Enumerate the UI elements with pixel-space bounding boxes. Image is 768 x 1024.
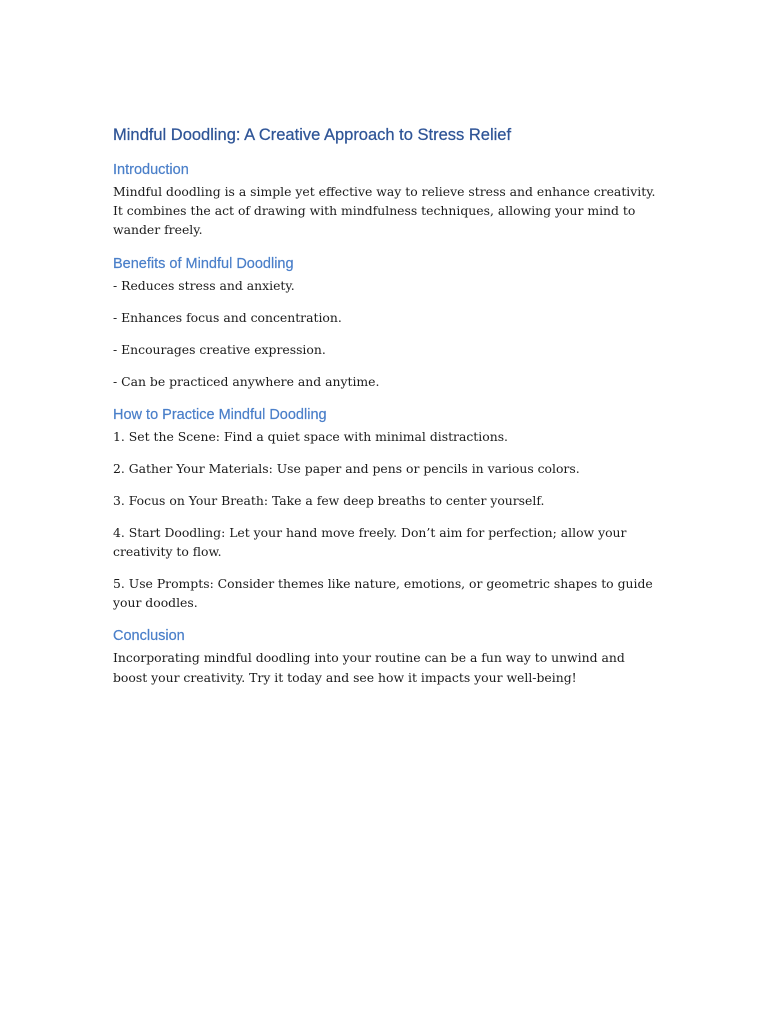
- conclusion-text: Incorporating mindful doodling into your routine can be a fun way to unwind and boost your creativity. Try it today and see how it impacts your well-being!: [113, 650, 625, 685]
- step-item: 3. Focus on Your Breath: Take a few deep breaths to center yourself.: [113, 492, 545, 508]
- benefit-item: - Can be practiced anywhere and anytime.: [113, 373, 380, 389]
- benefits-section: [113, 254, 658, 391]
- step-item: 4. Start Doodling: Let your hand move freely. Don’t aim for perfection; allow your creativity to flow.: [113, 524, 627, 560]
- how-to-heading: How to Practice Mindful Doodling: [113, 406, 327, 423]
- conclusion-heading: Conclusion: [113, 628, 185, 645]
- steps-list: [113, 427, 658, 613]
- benefits-heading: Benefits of Mindful Doodling: [113, 255, 294, 272]
- benefit-item: - Enhances focus and concentration.: [113, 309, 342, 325]
- document-page: [113, 124, 658, 699]
- introduction-heading: Introduction: [113, 162, 189, 178]
- step-item: 1. Set the Scene: Find a quiet space with minimal distractions.: [113, 428, 508, 444]
- how-to-section: [113, 405, 658, 613]
- benefits-list: [113, 276, 658, 391]
- conclusion-section: [113, 626, 658, 686]
- benefit-item: - Encourages creative expression.: [113, 341, 326, 357]
- document-title: Mindful Doodling: A Creative Approach to Stress Relief: [113, 126, 512, 144]
- benefit-item: - Reduces stress and anxiety.: [113, 277, 295, 293]
- introduction-text: Mindful doodling is a simple yet effective way to relieve stress and enhance creativity. It combines the act of drawing with mindfulness techniques, allowing your mind to wander freely.: [113, 184, 656, 238]
- step-item: 5. Use Prompts: Consider themes like nature, emotions, or geometric shapes to guide your doodles.: [113, 576, 653, 611]
- step-item: 2. Gather Your Materials: Use paper and pens or pencils in various colors.: [113, 460, 580, 476]
- introduction-section: [113, 160, 658, 240]
